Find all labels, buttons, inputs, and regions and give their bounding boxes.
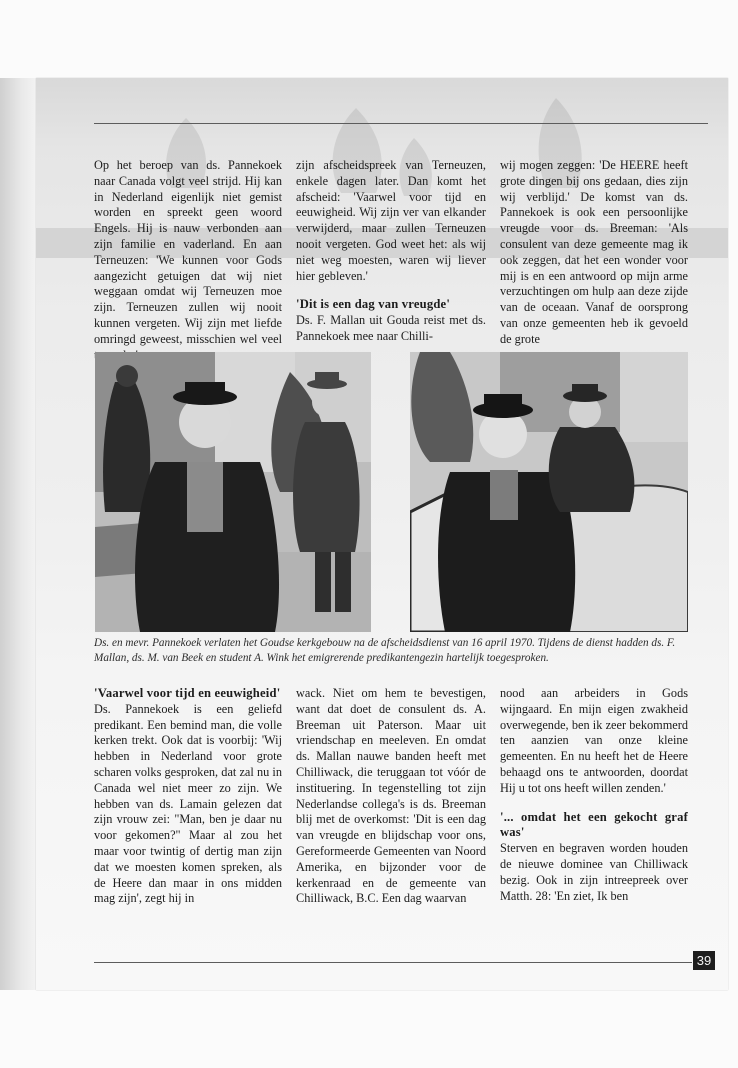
photo-caption: Ds. en mevr. Pannekoek verlaten het Goudse kerkgebouw na de afscheidsdienst van 16 april 1970. Tijdens de dienst hadden ds. F. Mallan, ds. M. van Beek en student A. Wink het emigrerende predikantengezin hartelijk toegesproken. — [94, 637, 676, 664]
column-1-top — [94, 158, 282, 363]
column-2-bottom — [296, 686, 486, 907]
section-heading: 'Dit is een dag van vreugde' — [296, 297, 451, 312]
paragraph: Ds. F. Mallan uit Gouda reist met ds. Pannekoek mee naar Chilli- — [296, 313, 486, 343]
column-1-bottom — [94, 686, 282, 907]
photo-leaving-church-left — [95, 352, 371, 632]
column-2-top — [296, 158, 486, 345]
section-heading: '... omdat het een gekocht graf was' — [500, 809, 688, 840]
page-number: 39 — [693, 951, 715, 970]
facing-page-edge — [0, 78, 36, 990]
bottom-rule — [94, 962, 692, 963]
paragraph: Op het beroep van ds. Pannekoek naar Canada volgt veel strijd. Hij kan in Nederland eigenlijk niet gemist worden en spreekt geen woord Engels. Hij is nauw verbonden aan zijn familie en vaderland. En aan Terneuzen: 'We kunnen voor Gods aangezicht getuigen dat wij niet weggaan omdat wij Terneuzen moe zijn. Terneuzen zullen wij nooit kunnen vergeten. Wij zijn met liefde omringd geweest, misschien wel veel — [94, 158, 282, 346]
paragraph: Sterven en begraven worden houden de nieuwe dominee van Chilliwack bezig. Ook in zijn intreepreek over Matth. 28: 'En ziet, Ik ben — [500, 841, 688, 903]
top-rule — [94, 123, 708, 124]
paragraph: zijn afscheidspreek van Terneuzen, enkele dagen later. Dan komt het afscheid: 'Vaarwel voor tijd en eeuwigheid. Wij zijn ver van elkander verwijderd, maar zullen Terneuzen nooit vergeten. God weet het: als wij niet weg moesten, waren wij liever hier gebleven.' — [296, 158, 486, 283]
paragraph: nood aan arbeiders in Gods wijngaard. En mijn eigen zwakheid overwegende, ben ik zeer bekommerd ten aanzien van onze kleine gemeenten. En nu heeft het de Heere behaagd ons te antwoorden, doordat Hij u tot ons heeft willen zenden.' — [500, 686, 688, 795]
photo-entering-car-right — [410, 352, 688, 632]
paragraph: wack. Niet om hem te bevestigen, want dat doet de consulent ds. A. Breeman uit Paterson. Maar uit vriendschap en meeleven. En omdat ds. Mallan nauwe banden heeft met Chilliwack, die teruggaan tot vóór de instituering. In tegenstelling tot zijn Nederlandse collega's is ds. Breeman blij met de overkomst: 'Dit is een dag van vreugde en blijdschap voor ons, Gereformeerde Gemeenten van Noord Amerika, en bijzonder voor de kerkenraad en de gemeente van Chilliwack, B.C. Een dag waarvan — [296, 686, 486, 906]
column-3-bottom — [500, 686, 688, 904]
section-heading: 'Vaarwel voor tijd en eeuwigheid' — [94, 686, 281, 700]
magazine-page — [36, 78, 728, 990]
paragraph: Ds. Pannekoek is een geliefd predikant. Een bemind man, die volle kerken trekt. Ook dat is voorbij: 'Wij hebben in Nederland voor grote scharen volks gesproken, dat zal nu in Canada wel niet meer zo zijn. We hebben van ds. Lamain gelezen dat zijn vrouw zei: "Man, ben je daar nu voor gekomen?" Maar al zou het maar voor twintig of dertig man zijn dat we moesten komen spreken, als de Heere dan maar in ons midden mag zijn', zegt hij in — [94, 701, 282, 906]
paragraph: wij mogen zeggen: 'De HEERE heeft grote dingen bij ons gedaan, dies zijn wij verblijd.' De komst van ds. Pannekoek is ook een persoonlijke vreugde voor ds. Breeman: 'Als consulent van deze gemeente mag ik ook zeggen, dat het een wonder voor mij is en een antwoord op mijn arme verzuchtingen om hulp aan deze zijde van de oceaan. Vanaf de oorsprong van onze gemeenten heb ik gevoeld de grote — [500, 158, 688, 346]
column-3-top — [500, 158, 688, 348]
